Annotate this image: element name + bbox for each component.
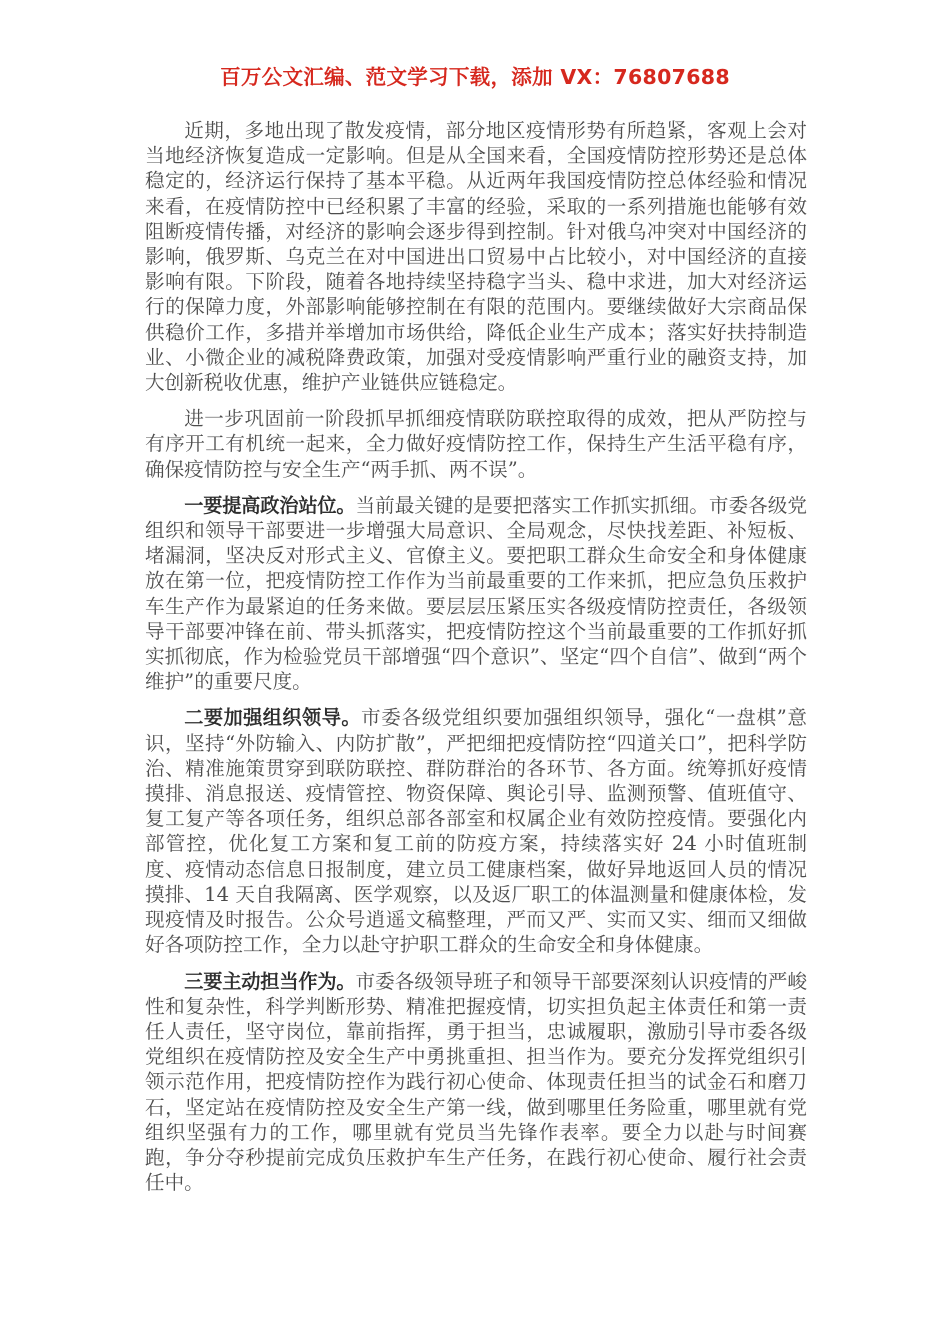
paragraph-4 <box>145 705 807 957</box>
paragraph-4-text: 市委各级党组织要加强组织领导，强化“一盘棋”意识，坚持“外防输入、内防扩散”，严把细把疫情防控“四道关口”，把科学防治、精准施策贯穿到联防联控、群防群治的各环节、各方面。统筹抓好疫情摸排、消息报送、疫情管控、物资保障、舆论引导、监测预警、值班值守、复工复产等各项任务，组织总部各部室和权属企业有效防控疫情。要强化内部管控，优化复工方案和复工前的防疫方案，持续落实好 24 小时值班制度、疫情动态信息日报制度，建立员工健康档案，做好异地返回人员的情况摸排、14 天自我隔离、医学观察，以及返厂职工的体温测量和健康体检，发现疫情及时报告。公众号逍遥文稿整理，严而又严、实而又实、细而又细做好各项防控工作，全力以赴守护职工群众的生命安全和身体健康。 <box>145 706 807 957</box>
paragraph-2-text: 进一步巩固前一阶段抓早抓细疫情联防联控取得的成效，把从严防控与有序开工有机统一起来，全力做好疫情防控工作，保持生产生活平稳有序，确保疫情防控与安全生产“两手抓、两不误”。 <box>145 407 807 481</box>
paragraph-5-lead: 三要主动担当作为。 <box>184 969 356 993</box>
paragraph-4-lead: 二要加强组织领导。 <box>184 706 361 730</box>
paragraph-5 <box>145 969 807 1196</box>
paragraph-3-lead: 一要提高政治站位。 <box>184 493 356 517</box>
paragraph-3 <box>145 493 807 695</box>
paragraph-2 <box>145 406 807 482</box>
paragraph-3-text: 当前最关键的是要把落实工作抓实抓细。市委各级党组织和领导干部要进一步增强大局意识、全局观念，尽快找差距、补短板、堵漏洞，坚决反对形式主义、官僚主义。要把职工群众生命安全和身体健康放在第一位，把疫情防控工作作为当前最重要的工作来抓，把应急负压救护车生产作为最紧迫的任务来做。要层层压紧压实各级疫情防控责任，各级领导干部要冲锋在前、带头抓落实，把疫情防控这个当前最重要的工作抓好抓实抓彻底，作为检验党员干部增强“四个意识”、坚定“四个自信”、做到“两个维护”的重要尺度。 <box>145 493 808 694</box>
paragraph-1 <box>145 118 807 395</box>
document-body <box>145 118 807 1195</box>
paragraph-1-text: 近期，多地出现了散发疫情，部分地区疫情形势有所趋紧，客观上会对当地经济恢复造成一定影响。但是从全国来看，全国疫情防控形势还是总体稳定的，经济运行保持了基本平稳。从近两年我国疫情防控总体经验和情况来看，在疫情防控中已经积累了丰富的经验，采取的一系列措施也能够有效阻断疫情传播，对经济的影响会逐步得到控制。针对俄乌冲突对中国经济的影响，俄罗斯、乌克兰在对中国进出口贸易中占比较小，对中国经济的直接影响有限。下阶段，随着各地持续坚持稳字当头、稳中求进，加大对经济运行的保障力度，外部影响能够控制在有限的范围内。要继续做好大宗商品保供稳价工作，多措并举增加市场供给，降低企业生产成本；落实好扶持制造业、小微企业的减税降费政策，加强对受疫情影响严重行业的融资支持，加大创新税收优惠，维护产业链供应链稳定。 <box>145 119 807 395</box>
promo-banner: 百万公文汇编、范文学习下载，添加 VX：76807688 <box>220 65 730 89</box>
paragraph-5-text: 市委各级领导班子和领导干部要深刻认识疫情的严峻性和复杂性，科学判断形势、精准把握疫情，切实担负起主体责任和第一责任人责任，坚守岗位，靠前指挥，勇于担当，忠诚履职，激励引导市委各级党组织在疫情防控及安全生产中勇挑重担、担当作为。要充分发挥党组织引领示范作用，把疫情防控作为践行初心使命、体现责任担当的试金石和磨刀石，坚定站在疫情防控及安全生产第一线，做到哪里任务险重，哪里就有党组织坚强有力的工作，哪里就有党员当先锋作表率。要全力以赴与时间赛跑，争分夺秒提前完成负压救护车生产任务，在践行初心使命、履行社会责任中。 <box>145 969 808 1195</box>
